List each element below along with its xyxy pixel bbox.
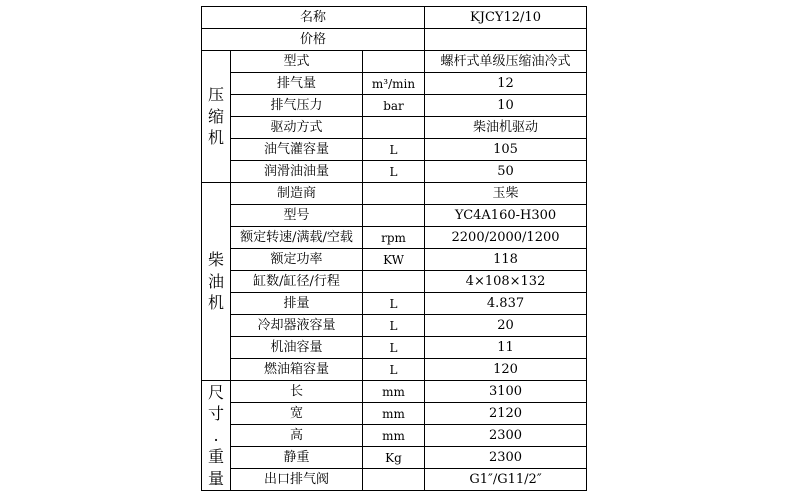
group-label-char: 量 <box>207 468 224 488</box>
param-value: 20 <box>425 315 587 337</box>
table-row <box>202 183 587 205</box>
param-label: 制造商 <box>231 183 363 205</box>
group-label-char: 尺 <box>207 382 224 402</box>
param-unit: Kg <box>363 447 425 469</box>
param-unit: bar <box>363 95 425 117</box>
param-unit <box>363 205 425 227</box>
param-label: 额定转速/满载/空载 <box>231 227 363 249</box>
param-value: 4×108×132 <box>425 271 587 293</box>
param-value: 10 <box>425 95 587 117</box>
name-value: KJCY12/10 <box>425 7 587 29</box>
table-row <box>202 293 587 315</box>
param-value: 2300 <box>425 425 587 447</box>
group-label-char: 机 <box>207 293 224 313</box>
param-value: YC4A160-H300 <box>425 205 587 227</box>
param-value: 105 <box>425 139 587 161</box>
table-row <box>202 139 587 161</box>
table-row <box>202 315 587 337</box>
param-unit <box>363 183 425 205</box>
param-value: 4.837 <box>425 293 587 315</box>
group-label <box>202 381 231 491</box>
group-label-char: 缩 <box>207 106 224 126</box>
name-label: 名称 <box>202 7 425 29</box>
param-value: 3100 <box>425 381 587 403</box>
param-unit: L <box>363 359 425 381</box>
param-label: 排气压力 <box>231 95 363 117</box>
table-row <box>202 469 587 491</box>
param-label: 油气灌容量 <box>231 139 363 161</box>
param-unit: mm <box>363 425 425 447</box>
param-label: 缸数/缸径/行程 <box>231 271 363 293</box>
group-label-char: 重 <box>207 447 224 467</box>
spec-table <box>201 6 587 491</box>
param-label: 排量 <box>231 293 363 315</box>
param-label: 出口排气阀 <box>231 469 363 491</box>
table-row <box>202 205 587 227</box>
param-value: 2120 <box>425 403 587 425</box>
table-row <box>202 359 587 381</box>
param-label: 额定功率 <box>231 249 363 271</box>
param-unit: mm <box>363 403 425 425</box>
group-label-char: . <box>213 425 219 445</box>
table-row <box>202 227 587 249</box>
param-value: 50 <box>425 161 587 183</box>
param-label: 排气量 <box>231 73 363 95</box>
param-label: 冷却器液容量 <box>231 315 363 337</box>
param-unit: L <box>363 139 425 161</box>
param-value: 12 <box>425 73 587 95</box>
param-label: 型号 <box>231 205 363 227</box>
param-value: 2200/2000/1200 <box>425 227 587 249</box>
table-row <box>202 161 587 183</box>
group-label <box>202 183 231 381</box>
param-value: 11 <box>425 337 587 359</box>
table-row <box>202 95 587 117</box>
table-row <box>202 271 587 293</box>
param-value: 118 <box>425 249 587 271</box>
param-label: 型式 <box>231 51 363 73</box>
param-unit: L <box>363 337 425 359</box>
table-row <box>202 381 587 403</box>
param-value: 柴油机驱动 <box>425 117 587 139</box>
param-unit: L <box>363 293 425 315</box>
table-row <box>202 51 587 73</box>
table-row <box>202 7 587 29</box>
group-label-char: 寸 <box>207 404 224 424</box>
param-unit <box>363 51 425 73</box>
table-row <box>202 447 587 469</box>
param-label: 燃油箱容量 <box>231 359 363 381</box>
param-value: 120 <box>425 359 587 381</box>
group-label <box>202 51 231 183</box>
param-unit: rpm <box>363 227 425 249</box>
param-unit <box>363 469 425 491</box>
param-label: 机油容量 <box>231 337 363 359</box>
param-label: 长 <box>231 381 363 403</box>
param-value: 螺杆式单级压缩油冷式 <box>425 51 587 73</box>
param-value: G1″/G11/2″ <box>425 469 587 491</box>
param-unit: L <box>363 161 425 183</box>
table-row <box>202 117 587 139</box>
param-label: 润滑油油量 <box>231 161 363 183</box>
param-label: 宽 <box>231 403 363 425</box>
param-unit: KW <box>363 249 425 271</box>
table-row <box>202 403 587 425</box>
table-row <box>202 337 587 359</box>
spec-table-body <box>202 7 587 491</box>
table-row <box>202 425 587 447</box>
table-row <box>202 29 587 51</box>
table-row <box>202 73 587 95</box>
price-value <box>425 29 587 51</box>
param-label: 静重 <box>231 447 363 469</box>
param-value: 2300 <box>425 447 587 469</box>
group-label-char: 柴 <box>207 250 224 270</box>
group-label-char: 油 <box>207 271 224 291</box>
param-unit: L <box>363 315 425 337</box>
param-unit <box>363 117 425 139</box>
param-label: 驱动方式 <box>231 117 363 139</box>
param-value: 玉柴 <box>425 183 587 205</box>
param-label: 高 <box>231 425 363 447</box>
group-label-char: 压 <box>207 85 224 105</box>
param-unit <box>363 271 425 293</box>
table-row <box>202 249 587 271</box>
param-unit: m³/min <box>363 73 425 95</box>
param-unit: mm <box>363 381 425 403</box>
group-label-char: 机 <box>207 128 224 148</box>
price-label: 价格 <box>202 29 425 51</box>
